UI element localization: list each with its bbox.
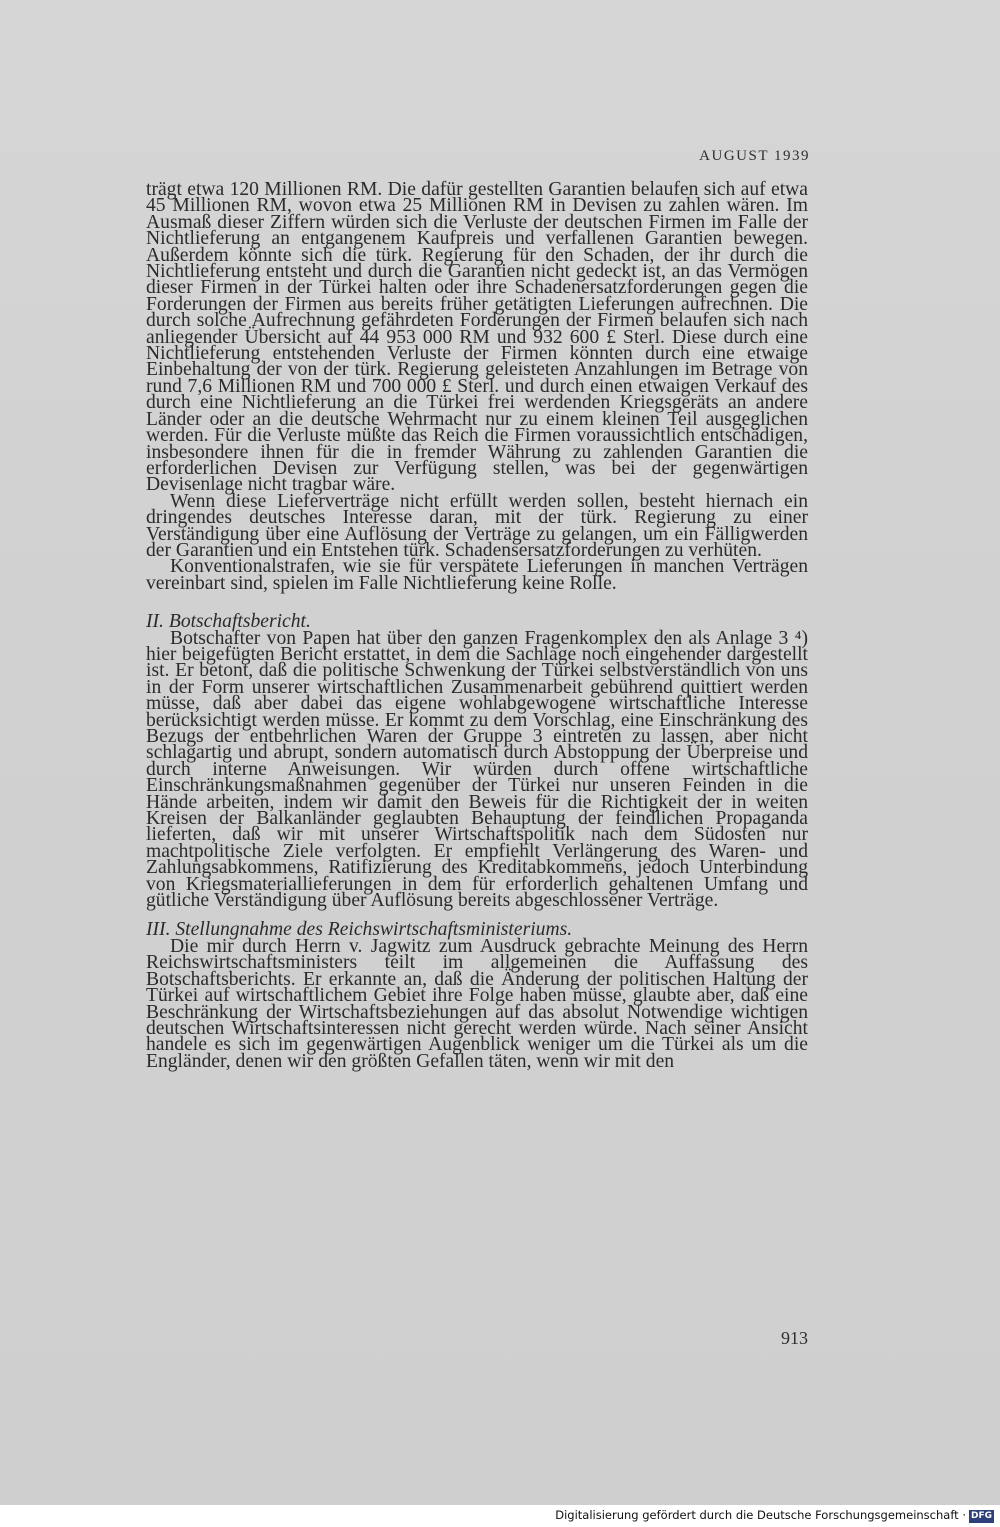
- dfg-logo-icon: DFG: [970, 1511, 992, 1521]
- digitization-footer: [0, 1505, 1000, 1527]
- digitization-credit: Digitalisierung gefördert durch die Deutsche Forschungsgemeinschaft ·: [555, 1508, 966, 1522]
- section-heading-3: III. Stellungnahme des Reichswirtschaftsministeriums.: [146, 919, 573, 941]
- page-number: 913: [781, 1328, 808, 1348]
- section-heading-2: II. Botschaftsbericht.: [146, 611, 311, 633]
- running-head: AUGUST 1939: [699, 148, 810, 164]
- body-text: [146, 179, 808, 1072]
- paragraph-5: Die mir durch Herrn v. Jagwitz zum Ausdruck gebrachte Meinung des Herrn Reichswirtschaftsministers teilt im allgemeinen die Auffassung des Botschaftsberichts. Er erkannte an, daß die Änderung der politischen Haltung der Türkei auf wirtschaftlichem Gebiet ihre Folge haben müsse, glaubte aber, daß eine Beschränkung der Wirtschaftsbeziehungen auf das absolut Notwendige wichtigen deutschen Wirtschaftsinteressen nicht gerecht werden würde. Nach seiner Ansicht handele es sich im gegenwärtigen Augenblick weniger um die Türkei als um die Engländer, denen wir den größten Gefallen täten, wenn wir mit den: [146, 935, 808, 1072]
- paragraph-1: trägt etwa 120 Millionen RM. Die dafür gestellten Garantien belaufen sich auf etwa 45 Millionen RM, wovon etwa 25 Millionen RM in Devisen zu zahlen wären. Im Ausmaß dieser Ziffern würden sich die Verluste der deutschen Firmen im Falle der Nichtlieferung an entgangenem Kaufpreis und verfallenen Garantien bewegen. Außerdem könnte sich die türk. Regierung für den Schaden, der ihr durch die Nichtlieferung entsteht und durch die Garantien nicht gedeckt ist, an das Vermögen dieser Firmen in der Türkei halten oder ihre Schadenersatzforderungen gegen die Forderungen der Firmen aus bereits früher getätigten Lieferungen aufrechnen. Die durch solche Aufrechnung gefährdeten Forderungen der Firmen belaufen sich nach anliegender Übersicht auf 44 953 000 RM und 932 600 £ Sterl. Diese durch eine Nichtlieferung entstehenden Verluste der Firmen könnten durch eine etwaige Einbehaltung der von der türk. Regierung geleisteten Anzahlungen im Betrage von rund 7,6 Millionen RM und 700 000 £ Sterl. und durch einen etwaigen Verkauf des durch eine Nichtlieferung an die Türkei frei werdenden Kriegsgeräts an andere Länder oder an die deutsche Wehrmacht nur zu einem kleinen Teil ausgeglichen werden. Für die Verluste müßte das Reich die Firmen voraussichtlich entschädigen, insbesondere ihnen für die in fremder Währung zu zahlenden Garantien die erforderlichen Devisen zur Verfügung stellen, was bei der gegenwärtigen Devisenlage nicht tragbar wäre.: [146, 179, 808, 496]
- paragraph-3: Konventionalstrafen, wie sie für verspätete Lieferungen in manchen Verträgen vereinbart sind, spielen im Falle Nichtlieferung keine Rolle.: [146, 556, 808, 594]
- paragraph-4: Botschafter von Papen hat über den ganzen Fragenkomplex den als Anlage 3 ⁴) hier beigefügten Bericht erstattet, in dem die Sachlage noch eingehender dargestellt ist. Er betont, daß die politische Schwenkung der Türkei selbstverständlich von uns in der Form unserer wirtschaftlichen Zusammenarbeit gebührend quittiert werden müsse, daß aber dabei das eigene wohlabgewogene wirtschaftliche Interesse berücksichtigt werden müsse. Er kommt zu dem Vorschlag, eine Einschränkung des Bezugs der entbehrlichen Waren der Gruppe 3 eintreten zu lassen, aber nicht schlagartig und abrupt, sondern automatisch durch Abstoppung der Überpreise und durch interne Anweisungen. Wir würden durch offene wirtschaftliche Einschränkungsmaßnahmen gegenüber der Türkei nur unseren Feinden in die Hände arbeiten, indem wir damit den Beweis für die Richtigkeit der in weiten Kreisen der Balkanländer geglaubten Behauptung der feindlichen Propaganda lieferten, daß wir mit unserer Wirtschaftspolitik nach dem Südosten nur machtpolitische Ziele verfolgten. Er empfiehlt Verlängerung des Waren- und Zahlungsabkommens, Ratifizierung des Kreditabkommens, jedoch Unterbindung von Kriegsmateriallieferungen in dem für erforderlich gehaltenen Umfang und gütliche Verständigung über Auflösung bereits abgeschlossener Verträge.: [146, 627, 808, 912]
- paragraph-2: Wenn diese Lieferverträge nicht erfüllt werden sollen, besteht hiernach ein dringendes deutsches Interesse daran, mit der türk. Regierung zu einer Verständigung über eine Auflösung der Verträge zu gelangen, um ein Fälligwerden der Garantien und ein Entstehen türk. Schadensersatzforderungen zu verhüten.: [146, 490, 808, 561]
